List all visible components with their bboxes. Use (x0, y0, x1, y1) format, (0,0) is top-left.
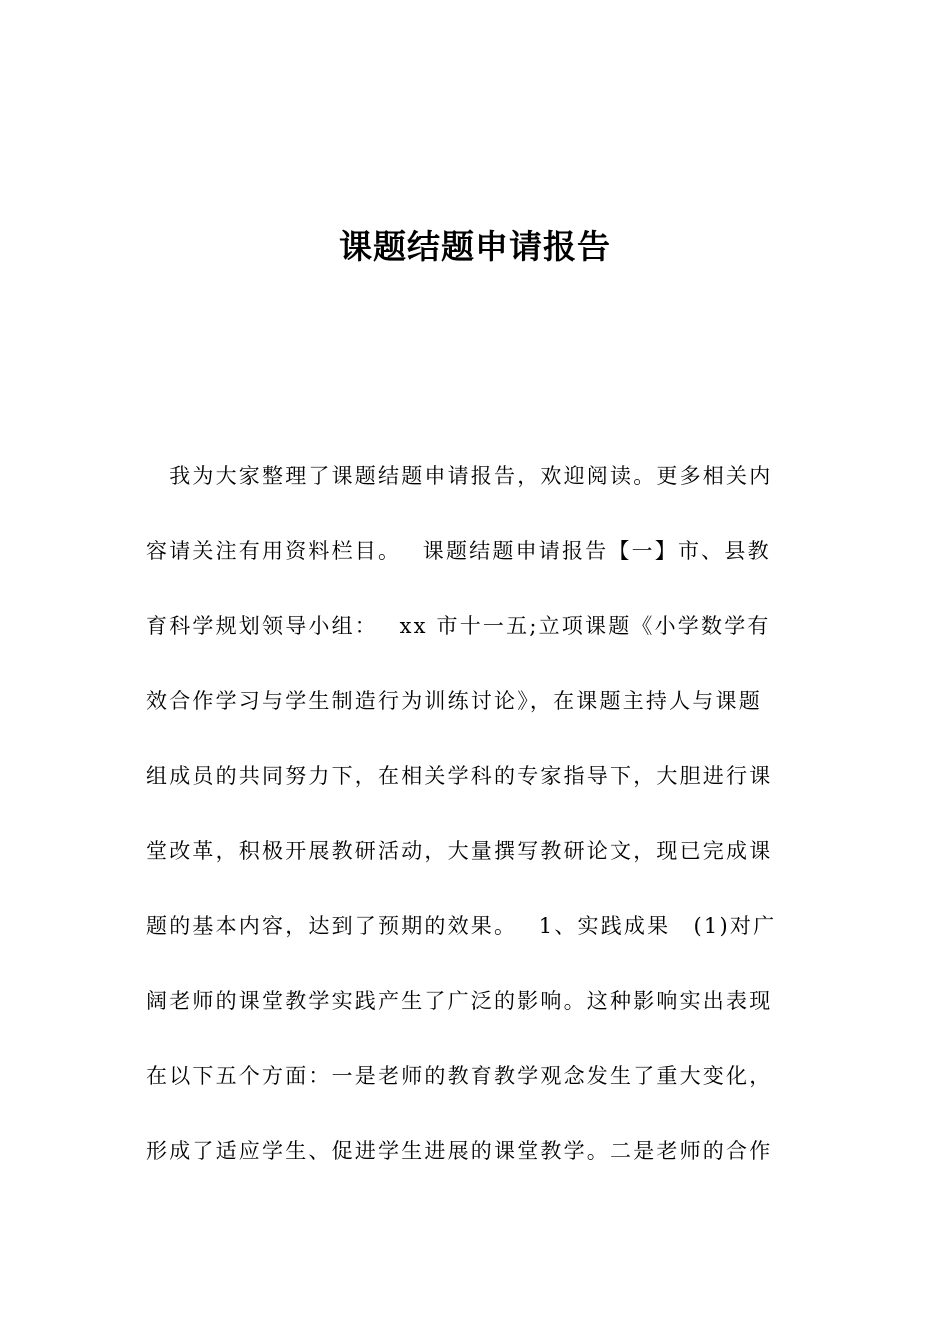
body-line: 育科学规划领导小组： xx 市十一五;立项课题《小学数学有 (146, 614, 771, 638)
body-line: 我为大家整理了课题结题申请报告，欢迎阅读。更多相关内 (146, 464, 773, 488)
body-line: 在以下五个方面：一是老师的教育教学观念发生了重大变化， (146, 1064, 773, 1088)
body-line: 组成员的共同努力下，在相关学科的专家指导下，大胆进行课 (146, 764, 773, 788)
body-line: 容请关注有用资料栏目。 课题结题申请报告【一】市、县教 (146, 539, 771, 563)
body-line: 效合作学习与学生制造行为训练讨论》，在课题主持人与课题 (146, 689, 762, 713)
body-line: 阔老师的课堂教学实践产生了广泛的影响。这种影响实出表现 (146, 989, 773, 1013)
document-body (146, 450, 806, 1200)
body-line: 形成了适应学生、促进学生进展的课堂教学。二是老师的合作 (146, 1139, 773, 1163)
body-line: 堂改革，积极开展教研活动，大量撰写教研论文，现已完成课 (146, 839, 773, 863)
document-title: 课题结题申请报告 (339, 227, 611, 266)
body-line: 题的基本内容，达到了预期的效果。 1、实践成果 (1)对广 (146, 914, 777, 938)
